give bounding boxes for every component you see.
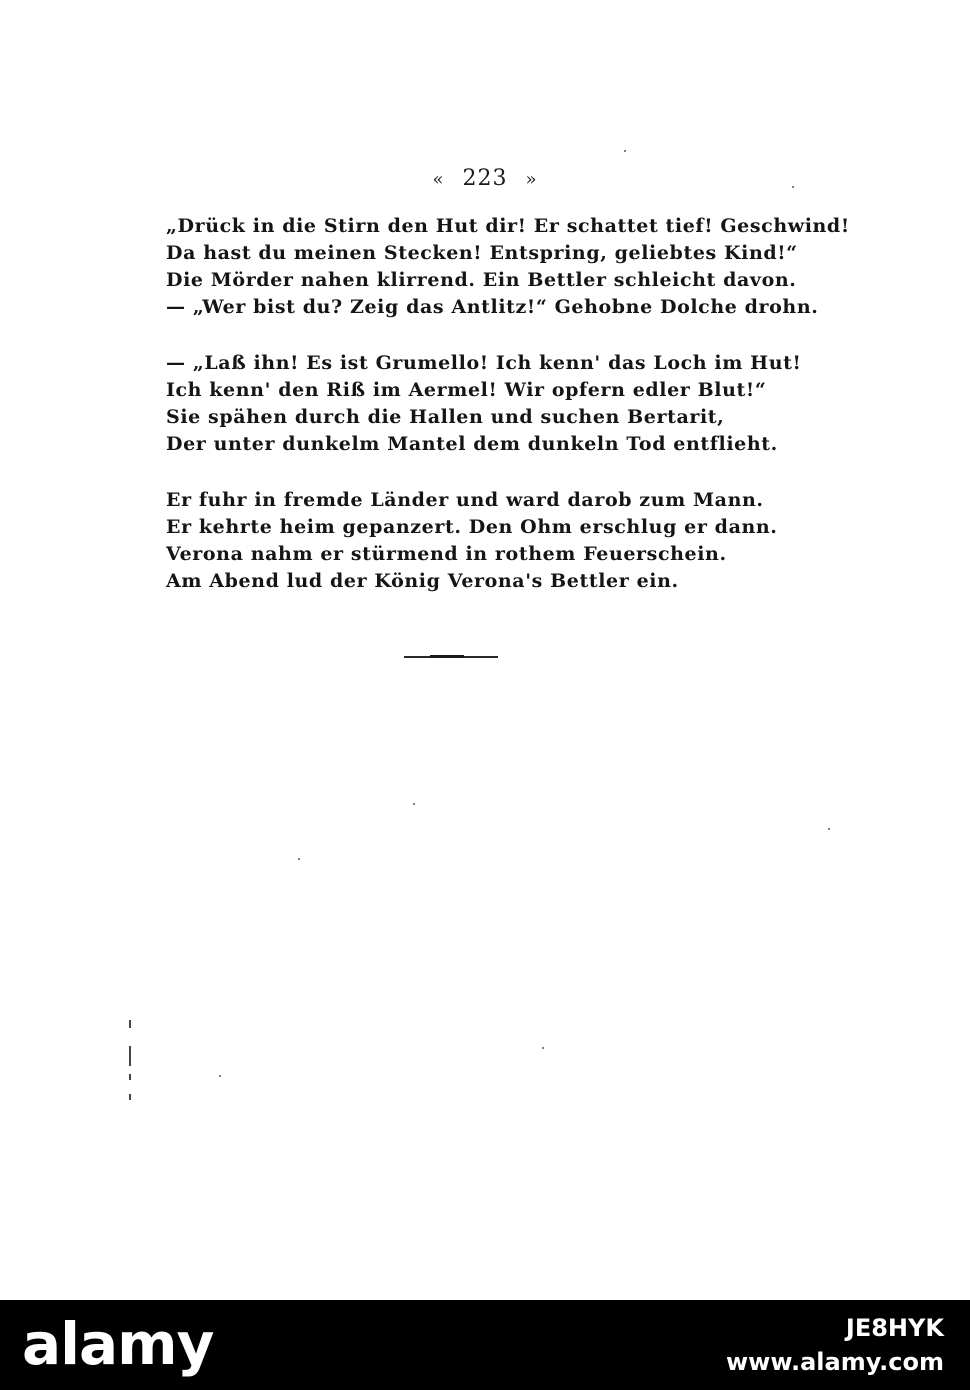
watermark-footer bbox=[0, 1300, 970, 1390]
ornament-right: » bbox=[525, 169, 538, 190]
scan-edge-mark bbox=[129, 1074, 131, 1080]
paper-speck bbox=[828, 828, 830, 830]
stanza bbox=[166, 350, 802, 458]
stanza bbox=[166, 487, 786, 595]
scan-edge-mark bbox=[129, 1046, 131, 1066]
paper-speck bbox=[298, 858, 300, 860]
paper-speck bbox=[792, 186, 794, 188]
paper-speck bbox=[542, 1047, 544, 1049]
paper-speck bbox=[624, 150, 626, 152]
verse-line: Er kehrte heim gepanzert. Den Ohm erschlug er dann. bbox=[166, 516, 778, 538]
page-number: 223 bbox=[462, 166, 508, 191]
verse-line: — „Wer bist du? Zeig das Antlitz!“ Gehobne Dolche drohn. bbox=[166, 296, 819, 318]
stanza bbox=[166, 213, 850, 321]
verse-line: Da hast du meinen Stecken! Entspring, geliebtes Kind!“ bbox=[166, 242, 798, 264]
scan-edge-mark bbox=[129, 1020, 131, 1028]
ornament-left: « bbox=[432, 169, 445, 190]
verse-line: — „Laß ihn! Es ist Grumello! Ich kenn' das Loch im Hut! bbox=[166, 352, 802, 374]
verse-line: Sie spähen durch die Hallen und suchen Bertarit, bbox=[166, 406, 725, 428]
verse-line: Er fuhr in fremde Länder und ward darob zum Mann. bbox=[166, 489, 764, 511]
verse-line: Der unter dunkelm Mantel dem dunkeln Tod entflieht. bbox=[166, 433, 778, 455]
verse-line: Am Abend lud der König Verona's Bettler ein. bbox=[166, 570, 679, 592]
verse-line: Ich kenn' den Riß im Aermel! Wir opfern edler Blut!“ bbox=[166, 379, 767, 401]
verse-line: Die Mörder nahen klirrend. Ein Bettler schleicht davon. bbox=[166, 269, 797, 291]
end-rule-divider bbox=[404, 656, 498, 658]
paper-speck bbox=[413, 803, 415, 805]
page-number-header bbox=[0, 166, 970, 191]
site-url: www.alamy.com bbox=[725, 1348, 944, 1376]
verse-line: Verona nahm er stürmend in rothem Feuerschein. bbox=[166, 543, 727, 565]
paper-speck bbox=[219, 1075, 221, 1077]
image-id: JE8HYK bbox=[845, 1314, 944, 1342]
brand-logo: alamy bbox=[22, 1310, 214, 1378]
scan-edge-mark bbox=[129, 1094, 131, 1100]
verse-line: „Drück in die Stirn den Hut dir! Er schattet tief! Geschwind! bbox=[166, 215, 850, 237]
